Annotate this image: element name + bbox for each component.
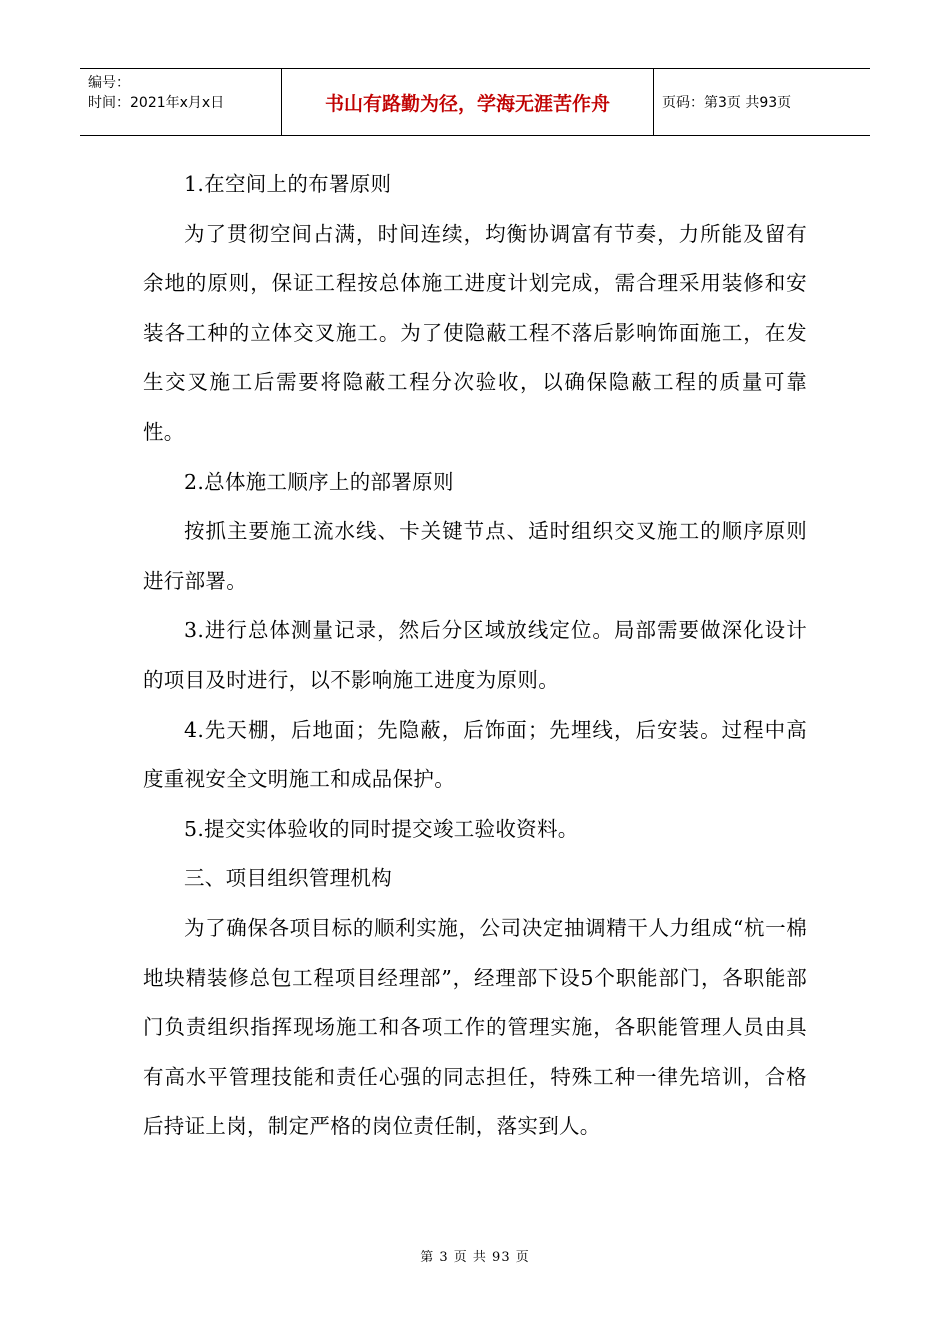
paragraph-acceptance: 5.提交实体验收的同时提交竣工验收资料。 xyxy=(184,816,579,841)
document-number-label: 编号： xyxy=(88,75,130,91)
header-meta xyxy=(80,69,282,135)
section-heading-organization: 三、项目组织管理机构 xyxy=(184,866,392,891)
section-heading-construction-sequence: 2.总体施工顺序上的部署原则 xyxy=(184,469,454,494)
paragraph-work-order: 4.先天棚，后地面；先隐蔽，后饰面；先埋线，后安装。过程中高度重视安全文明施工和成品保护。 xyxy=(143,717,807,792)
section-heading-spatial-deployment: 1.在空间上的布署原则 xyxy=(184,172,392,196)
page-header xyxy=(80,68,870,136)
paragraph-organization: 为了确保各项目标的顺利实施，公司决定抽调精干人力组成“杭一棉地块精装修总包工程项目经理部”，经理部下设5个职能部门，各职能部门负责组织指挥现场施工和各项工作的管理实施，各职能管理人员由具有高水平管理技能和责任心强的同志担任，特殊工种一律先培训，合格后持证上岗，制定严格的岗位责任制，落实到人。 xyxy=(143,915,807,1139)
header-page-code: 页码：第3页 共93页 xyxy=(662,95,792,111)
page-footer: 第 3 页 共 93 页 xyxy=(420,1250,530,1265)
header-motto: 书山有路勤为径，学海无涯苦作舟 xyxy=(282,69,654,135)
document-time-label: 时间：2021年x月x日 xyxy=(88,95,225,111)
document-body xyxy=(143,160,807,1152)
paragraph-construction-sequence: 按抓主要施工流水线、卡关键节点、适时组织交叉施工的顺序原则进行部署。 xyxy=(143,519,807,593)
paragraph-survey-layout: 3.进行总体测量记录，然后分区域放线定位。局部需要做深化设计的项目及时进行，以不影响施工进度为原则。 xyxy=(143,618,807,692)
paragraph-spatial-deployment: 为了贯彻空间占满，时间连续，均衡协调富有节奏，力所能及留有余地的原则，保证工程按总体施工进度计划完成，需合理采用装修和安装各工种的立体交叉施工。为了使隐蔽工程不落后影响饰面施工，在发生交叉施工后需要将隐蔽工程分次验收，以确保隐蔽工程的质量可靠性。 xyxy=(143,221,807,444)
